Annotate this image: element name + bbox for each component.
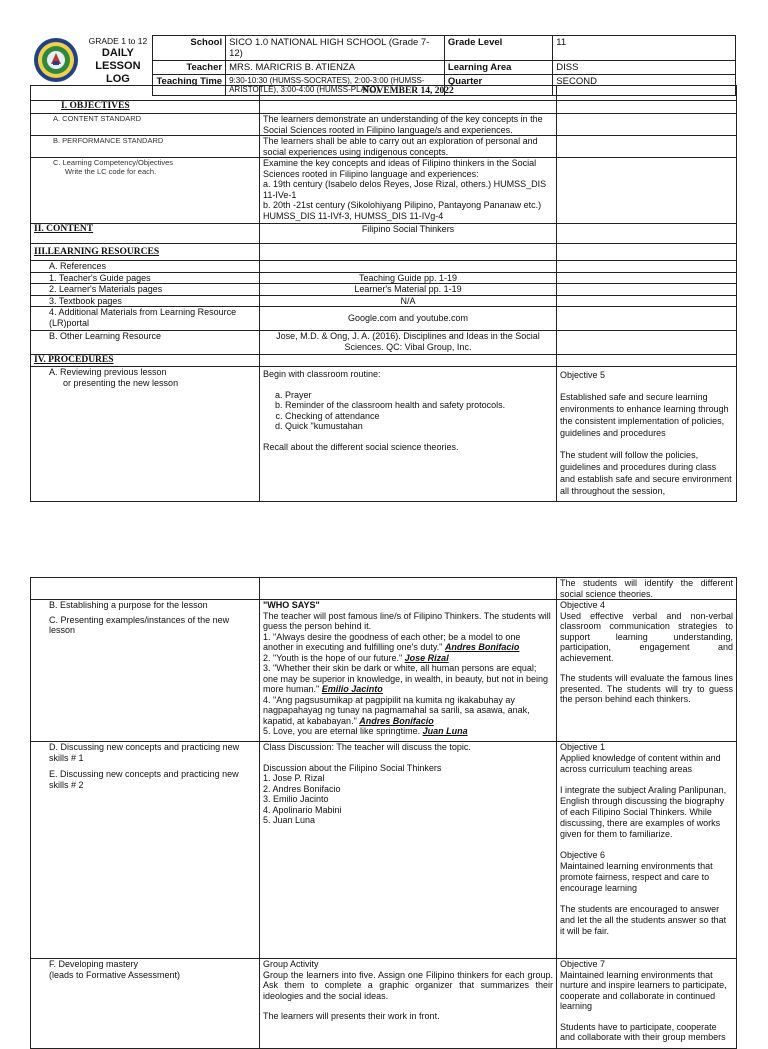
teaching-time-value: 9:30-10:30 (HUMSS-SOCRATES), 2:00-3:00 (HUMSS-ARISTOTLE), 3:00-4:00 (HUMSS-PLATO) (226, 75, 445, 96)
lesson-date: NOVEMBER 14, 2022 (260, 86, 557, 101)
learning-area-label: Learning Area (444, 61, 552, 75)
tb-value: N/A (260, 295, 557, 307)
competency-text: Examine the key concepts and ideas of Filipino thinkers in the Social Sciences rooted in Filipino language and experiences: (263, 158, 537, 179)
school-value: SICO 1.0 NATIONAL HIGH SCHOOL (Grade 7-12) (226, 36, 445, 61)
grade-level-label: Grade Level (444, 36, 552, 61)
obj6-student: The students are encouraged to answer and let the all the students answer so that it will be fair. (560, 904, 727, 936)
review-label: A. Reviewing previous lesson (49, 367, 167, 377)
content-standard-text: The learners demonstrate an understanding of the key concepts in the Social Sciences rooted in Filipino language/s and experiences. (260, 114, 557, 136)
tb-label: 3. Textbook pages (31, 295, 260, 307)
obj6-text: Maintained learning environments that promote fairness, respect and care to encourage learning (560, 861, 713, 893)
competency-label: C. Learning Competency/Objectives (53, 158, 174, 167)
review-list (263, 390, 553, 432)
disc-about: Discussion about the Filipino Social Thinkers (263, 762, 442, 773)
obj4-student: The students will evaluate the famous lines presented. The students will try to guess the person behind each thinkers. (560, 673, 733, 704)
obj5-student: The student will follow the policies, guidelines and procedures during class and establish safe and secure environment all throughout the session, (560, 450, 732, 496)
review-item: b. Reminder of the classroom health and safety protocols. (285, 400, 553, 411)
lm-label: 2. Learner's Materials pages (31, 284, 260, 296)
review-item: d. Quick "kumustahan (285, 421, 553, 432)
quote-2-author: Jose Rizal (404, 652, 449, 663)
objectives-heading: I. OBJECTIVES (31, 101, 260, 114)
obj7-text: Maintained learning environments that nurture and inspire learners to participate, cooperate and collaborate in continued learning (560, 969, 727, 1011)
examples-label: C. Presenting examples/instances of the new lesson (49, 614, 230, 635)
obj4-title: Objective 4 (560, 600, 606, 610)
page1-table (30, 85, 737, 502)
quote-4: 4. "Ang pagsusumikap at pagpipilit na kumita ng ikakabuhay ay nagpapahayag ng tunay na pagmamahal sa sarili, sa asawa, anak, kapatid, at kababayan." (263, 694, 530, 726)
obj5-title: Objective 5 (560, 370, 606, 380)
obj5-text: Established safe and secure learning environments to enhance learning through the consistent implementation of policies, guidelines and procedures (560, 392, 729, 438)
lesson-log-title: LESSON LOG (95, 59, 141, 85)
procedures-heading: IV. PROCEDURES (31, 355, 260, 367)
school-label: School (152, 36, 225, 61)
other-label: B. Other Learning Resource (31, 331, 260, 355)
quote-5: 5. Love, you are eternal like springtime. (263, 726, 421, 736)
learning-area-value: DISS (553, 61, 736, 75)
tg-label: 1. Teacher's Guide pages (31, 272, 260, 284)
lr-label: 4. Additional Materials from Learning Resource (LR)portal (31, 307, 260, 331)
quarter-value: SECOND (553, 75, 736, 96)
thinker-item: 4. Apolinario Mabini (263, 804, 342, 815)
competency-sub: Write the LC code for each. (65, 167, 157, 176)
page2-table (30, 577, 737, 1049)
group-text: Group the learners into five. Assign one Filipino thinkers for each group. Ask them to complete a graphic organizer that summarizes their ideologies and the social ideas. (263, 969, 553, 1001)
content-standard-label: A. CONTENT STANDARD (31, 114, 260, 136)
teacher-value: MRS. MARICRIS B. ATIENZA (226, 61, 445, 75)
review-sub: or presenting the new lesson (63, 377, 179, 388)
top-note: The students will identify the different social science theories. (557, 578, 737, 600)
performance-standard-text: The learners shall be able to carry out an exploration of personal and social experiences using indigenous concepts. (260, 136, 557, 158)
lr-value: Google.com and youtube.com (260, 307, 557, 331)
mastery-label: F. Developing mastery (49, 959, 139, 969)
quote-3: 3. "Whether their skin be dark or white, all human persons are equal; one may be superior in knowledge, in wealth, in beauty, but not in being more human." (263, 663, 549, 694)
grade-level-value: 11 (553, 36, 736, 61)
teacher-label: Teacher (152, 61, 225, 75)
thinker-item: 5. Juan Luna (263, 815, 316, 825)
review-intro: Begin with classroom routine: (263, 369, 381, 379)
mastery-sub: (leads to Formative Assessment) (49, 969, 181, 980)
lm-value: Learner's Material pp. 1-19 (260, 284, 557, 296)
thinker-item: 1. Jose P. Rizal (263, 773, 325, 783)
obj1-title: Objective 1 (560, 742, 606, 752)
obj7-student: Students have to participate, cooperate and collaborate with their group members (560, 1021, 726, 1042)
disc1-label: D. Discussing new concepts and practicing new skills # 1 (49, 742, 240, 763)
group-present: The learners will presents their work in front. (263, 1011, 440, 1021)
quote-2: 2. "Youth is the hope of our future." (263, 652, 403, 663)
competency-b: b. 20th -21st century (Sikolohiyang Pilipino, Pantayong Pananaw etc.) HUMSS_DIS 11-IVf-3, HUMSS_DIS 11-IVg-4 (263, 200, 542, 221)
group-title: Group Activity (263, 959, 319, 969)
other-value: Jose, M.D. & Ong, J. A. (2016). Disciplines and Ideas in the Social Sciences. QC: Vibal Group, Inc. (260, 331, 557, 355)
obj4-text: Used effective verbal and non-verbal classroom communication strategies to support learning understanding, participation, engagement and achievement. (560, 610, 733, 663)
who-says-title: "WHO SAYS" (263, 600, 320, 610)
tg-value: Teaching Guide pp. 1-19 (260, 272, 557, 284)
obj1-text: Applied knowledge of content within and across curriculum teaching areas (560, 753, 721, 774)
quote-3-author: Emilio Jacinto (321, 684, 383, 694)
quote-1-author: Andres Bonifacio (444, 642, 520, 652)
resources-heading: III.LEARNING RESOURCES (31, 244, 260, 261)
quote-4-author: Andres Bonifacio (359, 715, 434, 726)
teaching-time-label: Teaching Time (152, 75, 225, 96)
thinker-item: 3. Emilio Jacinto (263, 794, 329, 804)
quarter-label: Quarter (444, 75, 552, 96)
disc-intro: Class Discussion: The teacher will discuss the topic. (263, 742, 471, 752)
content-text: Filipino Social Thinkers (260, 224, 557, 244)
references-label: A. References (31, 261, 260, 273)
thinker-item: 2. Andres Bonifacio (263, 783, 341, 794)
obj1-integrate: I integrate the subject Araling Panlipunan, English through discussing the biography of each Filipino Social Thinkers. While discussing, there are examples of works given for them to familiarize. (560, 785, 727, 839)
disc2-label: E. Discussing new concepts and practicing new skills # 2 (49, 769, 239, 790)
review-item: c. Checking of attendance (285, 411, 553, 422)
quote-1: 1. "Always desire the goodness of each other; be a model to one another in executing and fulfilling one's duty." (263, 631, 521, 652)
grade-range: GRADE 1 to 12 (88, 35, 148, 46)
review-item: a. Prayer (285, 390, 553, 401)
quote-5-author: Juan Luna (422, 726, 468, 736)
competency-a: a. 19th century (Isabelo delos Reyes, Jose Rizal, others.) HUMSS_DIS 11-IVe-1 (263, 179, 547, 200)
daily-title: DAILY (101, 46, 134, 59)
content-heading: II. CONTENT (31, 224, 260, 244)
who-intro: The teacher will post famous line/s of Filipino Thinkers. The students will guess the person behind it. (263, 610, 551, 631)
purpose-label: B. Establishing a purpose for the lesson (49, 600, 208, 610)
review-recall: Recall about the different social science theories. (263, 441, 459, 452)
obj7-title: Objective 7 (560, 959, 606, 969)
performance-standard-label: B. PERFORMANCE STANDARD (31, 136, 260, 158)
obj6-title: Objective 6 (560, 850, 606, 860)
